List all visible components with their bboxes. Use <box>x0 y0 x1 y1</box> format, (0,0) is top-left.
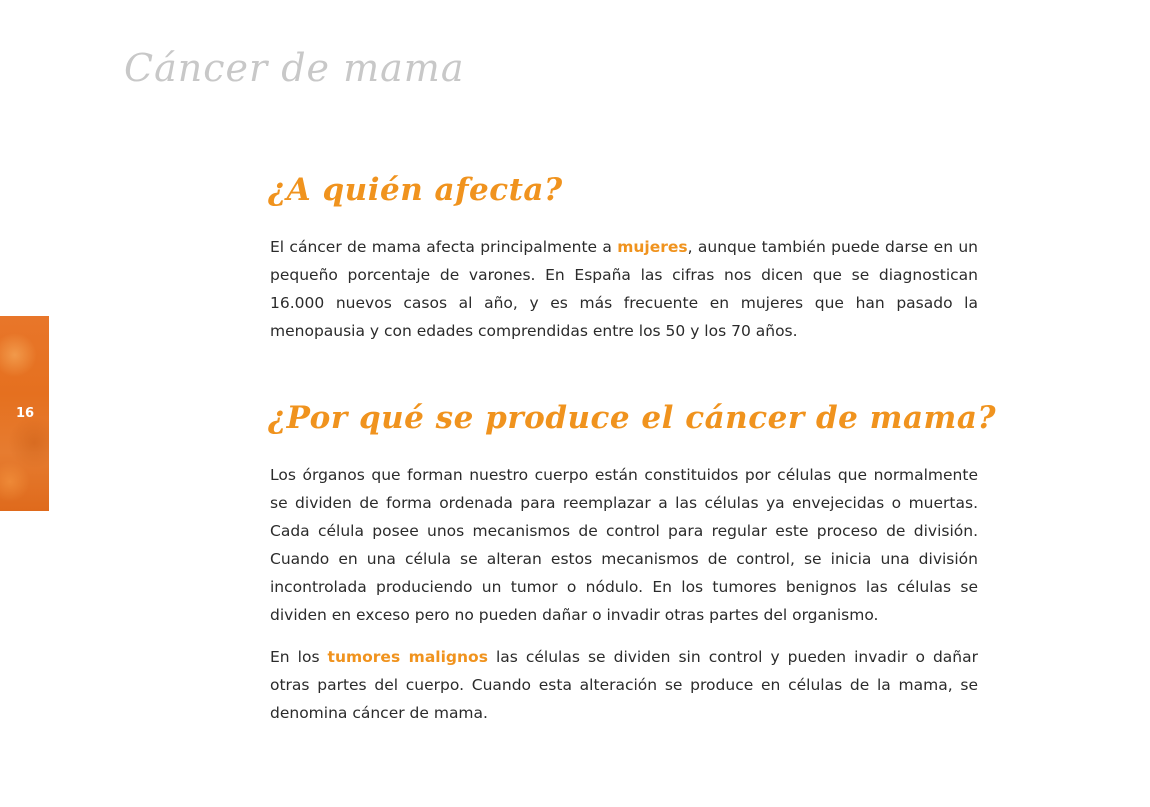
text-segment: las células se dividen sin control y pueden invadir o dañar otras partes del cuerpo. Cuando esta alteración se produce en células de la mama, se denomina cáncer de mama. <box>270 648 978 722</box>
paragraph-why-1: Los órganos que forman nuestro cuerpo están constituidos por células que normalmente se dividen de forma ordenada para reemplazar a las células ya envejecidas o muertas. Cada célula posee unos mecanismos de control para regular este proceso de división. Cuando en una célula se alteran estos mecanismos de control, se inicia una división incontrolada produciendo un tumor o nódulo. En los tumores benignos las células se dividen en exceso pero no pueden dañar o invadir otras partes del organismo. <box>270 466 978 624</box>
highlight-term: tumores malignos <box>327 648 488 666</box>
text-segment: El cáncer de mama afecta principalmente a <box>270 238 618 256</box>
running-title: Cáncer de mama <box>124 46 465 90</box>
section-heading-why: ¿Por qué se produce el cáncer de mama? <box>268 400 997 436</box>
text-segment: , aunque también puede darse en un pequeño porcentaje de varones. En España las cifras nos dicen que se diagnostican 16.000 nuevos casos al año, y es más frecuente en mujeres que han pasado la menopausia y con edades comprendidas entre los 50 y los 70 años. <box>270 238 979 340</box>
paragraph-who <box>270 233 978 345</box>
section-heading-who: ¿A quién afecta? <box>268 172 563 208</box>
text-segment: En los <box>270 648 328 666</box>
page-number: 16 <box>16 406 35 421</box>
highlight-term: mujeres <box>617 238 688 256</box>
paragraph-why-2 <box>270 643 978 727</box>
